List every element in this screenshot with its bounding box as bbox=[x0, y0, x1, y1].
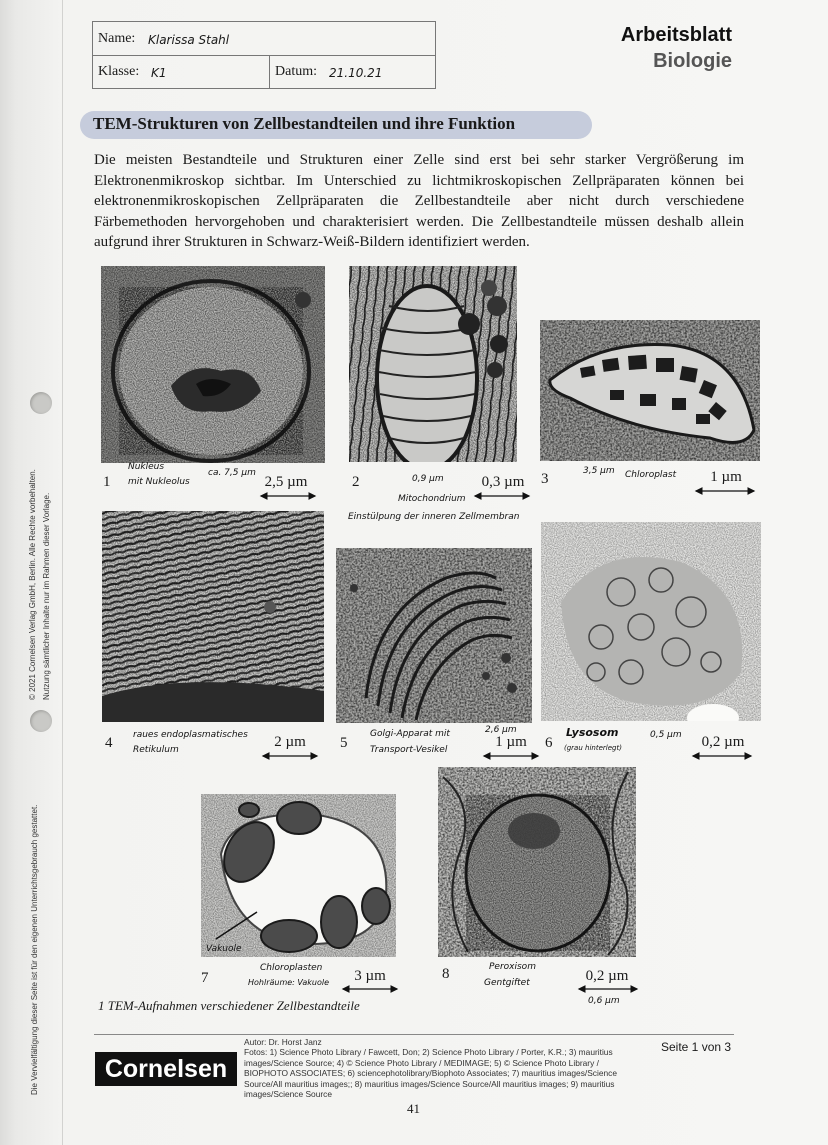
tem-image-peroxisome bbox=[438, 767, 636, 957]
handwritten-note: Chloroplast bbox=[625, 470, 677, 480]
scale-label: 2,5 µm bbox=[264, 474, 308, 490]
copyright-notice: © 2021 Cornelsen Verlag GmbH, Berlin. Alle Rechte vorbehalten. bbox=[28, 469, 37, 700]
handwritten-note: mit Nukleolus bbox=[128, 477, 190, 487]
scale-bar bbox=[575, 985, 641, 993]
publisher-logo: Cornelsen bbox=[95, 1052, 237, 1086]
class-value[interactable]: K1 bbox=[151, 66, 167, 80]
credits-text: Fotos: 1) Science Photo Library / Fawcett, Don; 2) Science Photo Library / Porter, K.R.; 3) mauritius images/Science Source; 4) © Science Photo Library / MEDIMAGE; 5) © Science Photo Library / BIOPHOTO ASSOCIATES; 6) sciencephotolibrary/Biophoto Associates; 7) mauritius images/Science Source/All mauritius images;; 8) mauritius images/Science Source/All mauritius images; 9) mauritius images/Science Source bbox=[244, 1047, 617, 1100]
student-info-box bbox=[92, 21, 436, 89]
handwritten-note: Nukleus bbox=[128, 462, 165, 472]
scale-bar bbox=[257, 492, 319, 500]
figure-number: 2 bbox=[352, 474, 360, 490]
handwritten-note: raues endoplasmatisches bbox=[133, 730, 248, 740]
scale-label: 0,2 µm bbox=[585, 968, 629, 984]
handwritten-note: ca. 7,5 µm bbox=[208, 468, 256, 478]
scale-label: 0,3 µm bbox=[481, 474, 525, 490]
page-number: 41 bbox=[407, 1101, 420, 1116]
handwritten-note: Vakuole bbox=[206, 944, 242, 954]
copy-permission-notice: Die Vervielfältigung dieser Seite ist für den eigenen Unterrichtsgebrauch gestattet. bbox=[30, 804, 39, 1095]
tem-image-vacuole bbox=[201, 794, 396, 957]
scale-label: 1 µm bbox=[495, 734, 527, 750]
topic-banner bbox=[80, 111, 592, 139]
scale-bar bbox=[471, 492, 533, 500]
handwritten-note: (grau hinterlegt) bbox=[564, 744, 622, 752]
tem-image-lysosome bbox=[541, 522, 761, 721]
figure-caption: 1 TEM-Aufnahmen verschiedener Zellbestandteile bbox=[98, 998, 360, 1013]
scale-label: 0,2 µm bbox=[701, 734, 745, 750]
author-line: Autor: Dr. Horst Janz bbox=[244, 1037, 322, 1047]
handwritten-note: 0,9 µm bbox=[412, 474, 444, 484]
name-value[interactable]: Klarissa Stahl bbox=[148, 33, 230, 47]
handwritten-note: 0,5 µm bbox=[650, 730, 682, 740]
page-indicator: Seite 1 von 3 bbox=[661, 1040, 732, 1054]
punch-hole-bottom bbox=[30, 710, 52, 732]
scale-label: 3 µm bbox=[354, 968, 386, 984]
scale-bar bbox=[480, 752, 542, 760]
scale-bar bbox=[689, 752, 755, 760]
date-value[interactable]: 21.10.21 bbox=[329, 66, 383, 80]
page-edge-line bbox=[62, 0, 63, 1145]
figure-number: 3 bbox=[541, 471, 549, 487]
handwritten-note: Mitochondrium bbox=[398, 494, 466, 504]
scale-bar bbox=[692, 487, 758, 495]
handwritten-note: Peroxisom bbox=[489, 962, 536, 972]
handwritten-note: Hohlräume: Vakuole bbox=[248, 978, 330, 987]
class-label: Klasse: bbox=[98, 64, 140, 79]
date-label: Datum: bbox=[275, 64, 317, 79]
figure-number: 4 bbox=[105, 735, 113, 751]
tem-image-nucleus bbox=[101, 266, 325, 463]
figure-number: 8 bbox=[442, 966, 450, 982]
divider bbox=[269, 55, 270, 88]
handwritten-note: 0,6 µm bbox=[588, 996, 620, 1006]
scale-label: 1 µm bbox=[710, 469, 742, 485]
figure-number: 6 bbox=[545, 735, 553, 751]
divider bbox=[93, 55, 435, 56]
tem-image-golgi bbox=[336, 548, 532, 723]
punch-hole-top bbox=[30, 392, 52, 414]
worksheet-title: Arbeitsblatt bbox=[620, 24, 732, 46]
subject-title: Biologie bbox=[653, 50, 732, 72]
figure-number: 5 bbox=[340, 735, 348, 751]
handwritten-note: Retikulum bbox=[133, 745, 179, 755]
handwritten-note: 2,6 µm bbox=[485, 725, 517, 735]
intro-paragraph: Die meisten Bestandteile und Strukturen einer Zelle sind erst bei sehr starker Vergrößerung im Elektronenmikroskop sichtbar. Im Unterschied zu lichtmikroskopischen Zellpräparaten können bei elektronenmikroskopischen Zellpräparaten die Zellbestandteile aber nicht durch verschiedene Färbemethoden hervorgehoben und charakterisiert werden. Die Zellbestandteile müssen deshalb allein aufgrund ihrer Strukturen in Schwarz-Weiß-Bildern identifiziert werden. bbox=[94, 152, 744, 250]
handwritten-note: Transport-Vesikel bbox=[370, 745, 448, 755]
handwritten-note: Chloroplasten bbox=[260, 963, 323, 973]
scale-bar bbox=[259, 752, 321, 760]
footer-divider bbox=[94, 1034, 734, 1035]
topic-title: TEM-Strukturen von Zellbestandteilen und ihre Funktion bbox=[93, 114, 516, 133]
tem-image-rough-er bbox=[102, 511, 324, 722]
scale-bar bbox=[339, 985, 401, 993]
figure-number: 1 bbox=[103, 474, 111, 490]
name-label: Name: bbox=[98, 31, 136, 46]
handwritten-note: Golgi-Apparat mit bbox=[370, 729, 450, 739]
figure-number: 7 bbox=[201, 970, 209, 986]
scale-label: 2 µm bbox=[274, 734, 306, 750]
handwritten-note: Einstülpung der inneren Zellmembran bbox=[348, 512, 520, 522]
tem-image-chloroplast bbox=[540, 320, 760, 461]
handwritten-note: Gentgiftet bbox=[484, 978, 530, 988]
usage-notice: Nutzung sämtlicher Inhalte nur im Rahmen dieser Vorlage. bbox=[42, 492, 51, 700]
tem-image-mitochondrion bbox=[349, 266, 517, 462]
handwritten-note: Lysosom bbox=[566, 726, 619, 739]
photo-credits bbox=[244, 1037, 640, 1099]
handwritten-note: 3,5 µm bbox=[583, 466, 615, 476]
